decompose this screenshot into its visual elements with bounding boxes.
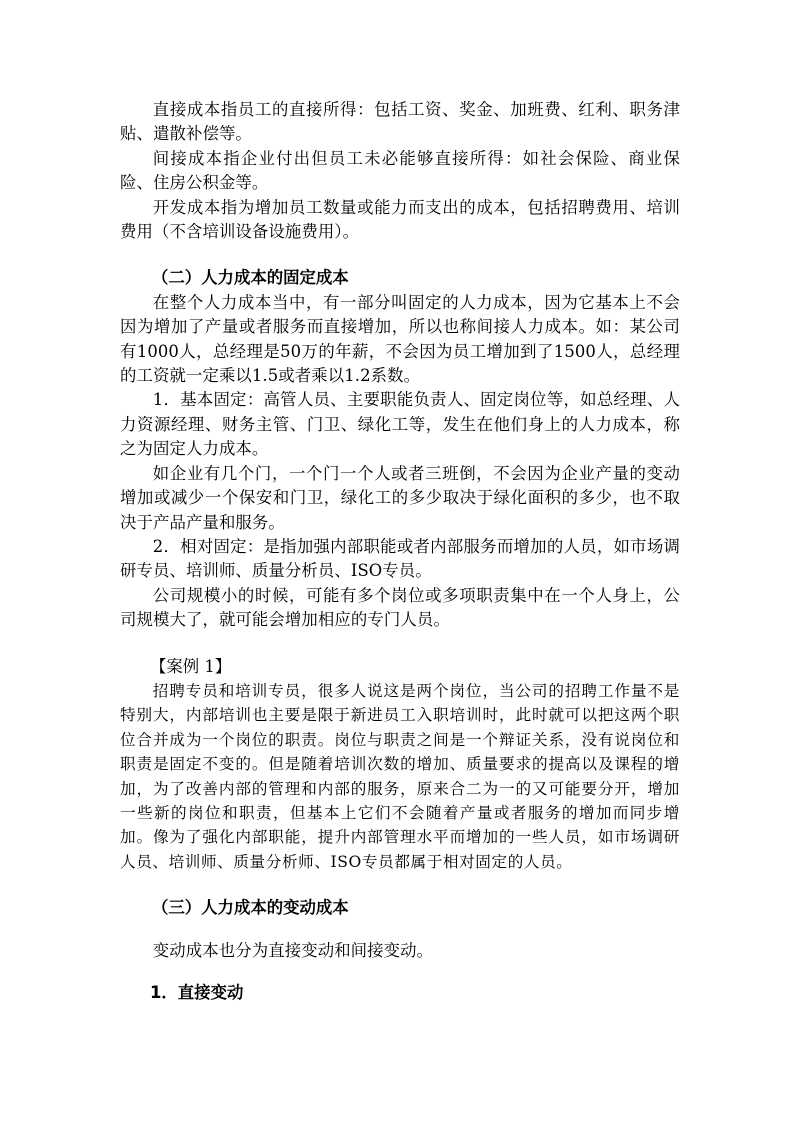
section-heading-variable-cost: （三）人力成本的变动成本 bbox=[152, 898, 349, 918]
paragraph-basic-fixed-example: 如企业有几个门，一个门一个人或者三班倒，不会因为企业产量的变动增加或减少一个保安和门卫，绿化工的多少取决于绿化面积的多少，也不取决于产品产量和服务。 bbox=[120, 463, 680, 532]
case-body: 招聘专员和培训专员，很多人说这是两个岗位，当公司的招聘工作量不是特别大，内部培训也主要是限于新进员工入职培训时，此时就可以把这两个职位合并成为一个岗位的职责。岗位与职责之间是一个辩证关系，没有说岗位和职责是固定不变的。但是随着培训次数的增加、质量要求的提高以及课程的增加，为了改善内部的管理和内部的服务，原来合二为一的又可能要分开，增加一些新的岗位和职责，但基本上它们不会随着产量或者服务的增加而同步增加。像为了强化内部职能，提升内部管理水平而增加的一些人员，如市场调研人员、培训师、质量分析师、ISO专员都属于相对固定的人员。 bbox=[120, 681, 680, 871]
paragraph-basic-fixed: 1．基本固定：高管人员、主要职能负责人、固定岗位等，如总经理、人力资源经理、财务主管、门卫、绿化工等，发生在他们身上的人力成本，称之为固定人力成本。 bbox=[120, 390, 680, 459]
subheading-direct-variable: 1．直接变动 bbox=[150, 983, 244, 1002]
section-heading-fixed-cost: （二）人力成本的固定成本 bbox=[152, 268, 349, 288]
paragraph-fixed-cost-intro: 在整个人力成本当中，有一部分叫固定的人力成本，因为它基本上不会因为增加了产量或者服务而直接增加，所以也称间接人力成本。如：某公司有1000人，总经理是50万的年薪，不会因为员工增加到了1500人，总经理的工资就一定乘以1.5或者乘以1.2系数。 bbox=[120, 292, 680, 386]
paragraph-variable-cost-intro: 变动成本也分为直接变动和间接变动。 bbox=[152, 940, 434, 960]
case-title: 【案例 1】 bbox=[150, 656, 232, 676]
paragraph-development-cost: 开发成本指为增加员工数量或能力而支出的成本，包括招聘费用、培训费用（不含培训设备设施费用）。 bbox=[120, 197, 680, 242]
paragraph-indirect-cost: 间接成本指企业付出但员工未必能够直接所得：如社会保险、商业保险、住房公积金等。 bbox=[120, 148, 680, 193]
paragraph-direct-cost: 直接成本指员工的直接所得：包括工资、奖金、加班费、红利、职务津贴、遣散补偿等。 bbox=[120, 100, 680, 144]
document-page bbox=[120, 98, 680, 1005]
paragraph-relative-fixed: 2．相对固定：是指加强内部职能或者内部服务而增加的人员，如市场调研专员、培训师、质量分析员、ISO专员。 bbox=[120, 536, 680, 581]
paragraph-relative-fixed-note: 公司规模小的时候，可能有多个岗位或多项职责集中在一个人身上，公司规模大了，就可能会增加相应的专门人员。 bbox=[120, 585, 680, 630]
